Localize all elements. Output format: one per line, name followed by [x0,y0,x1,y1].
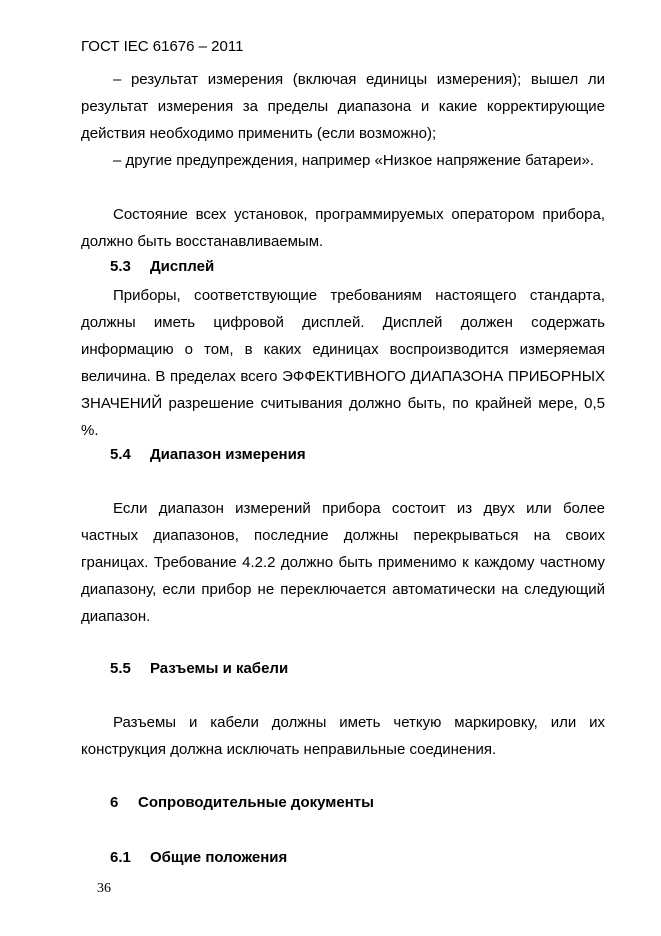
section-heading-5-5 [110,659,288,679]
section-title: Дисплей [150,258,215,275]
section-title: Сопроводительные документы [138,794,374,811]
section-number: 5.5 [110,660,131,677]
paragraph-display: Приборы, соответствующие требованиям настоящего стандарта, должны иметь цифровой дисплей. Дисплей должен содержать информацию о том, в каких единицах воспроизводится измеряемая величина. В пределах всего ЭФФЕКТИВНОГО ДИАПАЗОНА ПРИБОРНЫХ ЗНАЧЕНИЙ разрешение считывания должно быть, по крайней мере, 0,5 %. [81,287,605,439]
section-heading-5-4 [110,445,306,465]
section-heading-5-3 [110,257,214,277]
section-heading-6 [110,793,374,813]
paragraph-measurement-range: Если диапазон измерений прибора состоит из двух или более частных диапазонов, последние должны перекрываться на своих границах. Требование 4.2.2 должно быть применимо к каждому частному диапазону, если прибор не переключается автоматически на следующий диапазон. [81,500,605,625]
section-number: 6 [110,794,119,811]
section-number: 6.1 [110,849,131,866]
section-number: 5.3 [110,258,131,275]
section-heading-6-1 [110,848,287,868]
paragraph-connectors-cables: Разъемы и кабели должны иметь четкую маркировку, или их конструкция должна исключать неправильные соединения. [81,714,605,758]
section-number: 5.4 [110,446,131,463]
paragraph-settings-state: Состояние всех установок, программируемых оператором прибора, должно быть восстанавливаемым. [81,206,605,250]
section-title: Диапазон измерения [150,446,306,463]
document-header: ГОСТ IEC 61676 – 2011 [81,38,244,55]
page-number: 36 [97,881,111,896]
section-title: Разъемы и кабели [150,660,289,677]
paragraph-measurement-result: – результат измерения (включая единицы измерения); вышел ли результат измерения за пределы диапазона и какие корректирующие действия необходимо применить (если возможно); [81,71,605,142]
paragraph-other-warnings: – другие предупреждения, например «Низкое напряжение батареи». [113,152,595,169]
section-title: Общие положения [150,849,288,866]
